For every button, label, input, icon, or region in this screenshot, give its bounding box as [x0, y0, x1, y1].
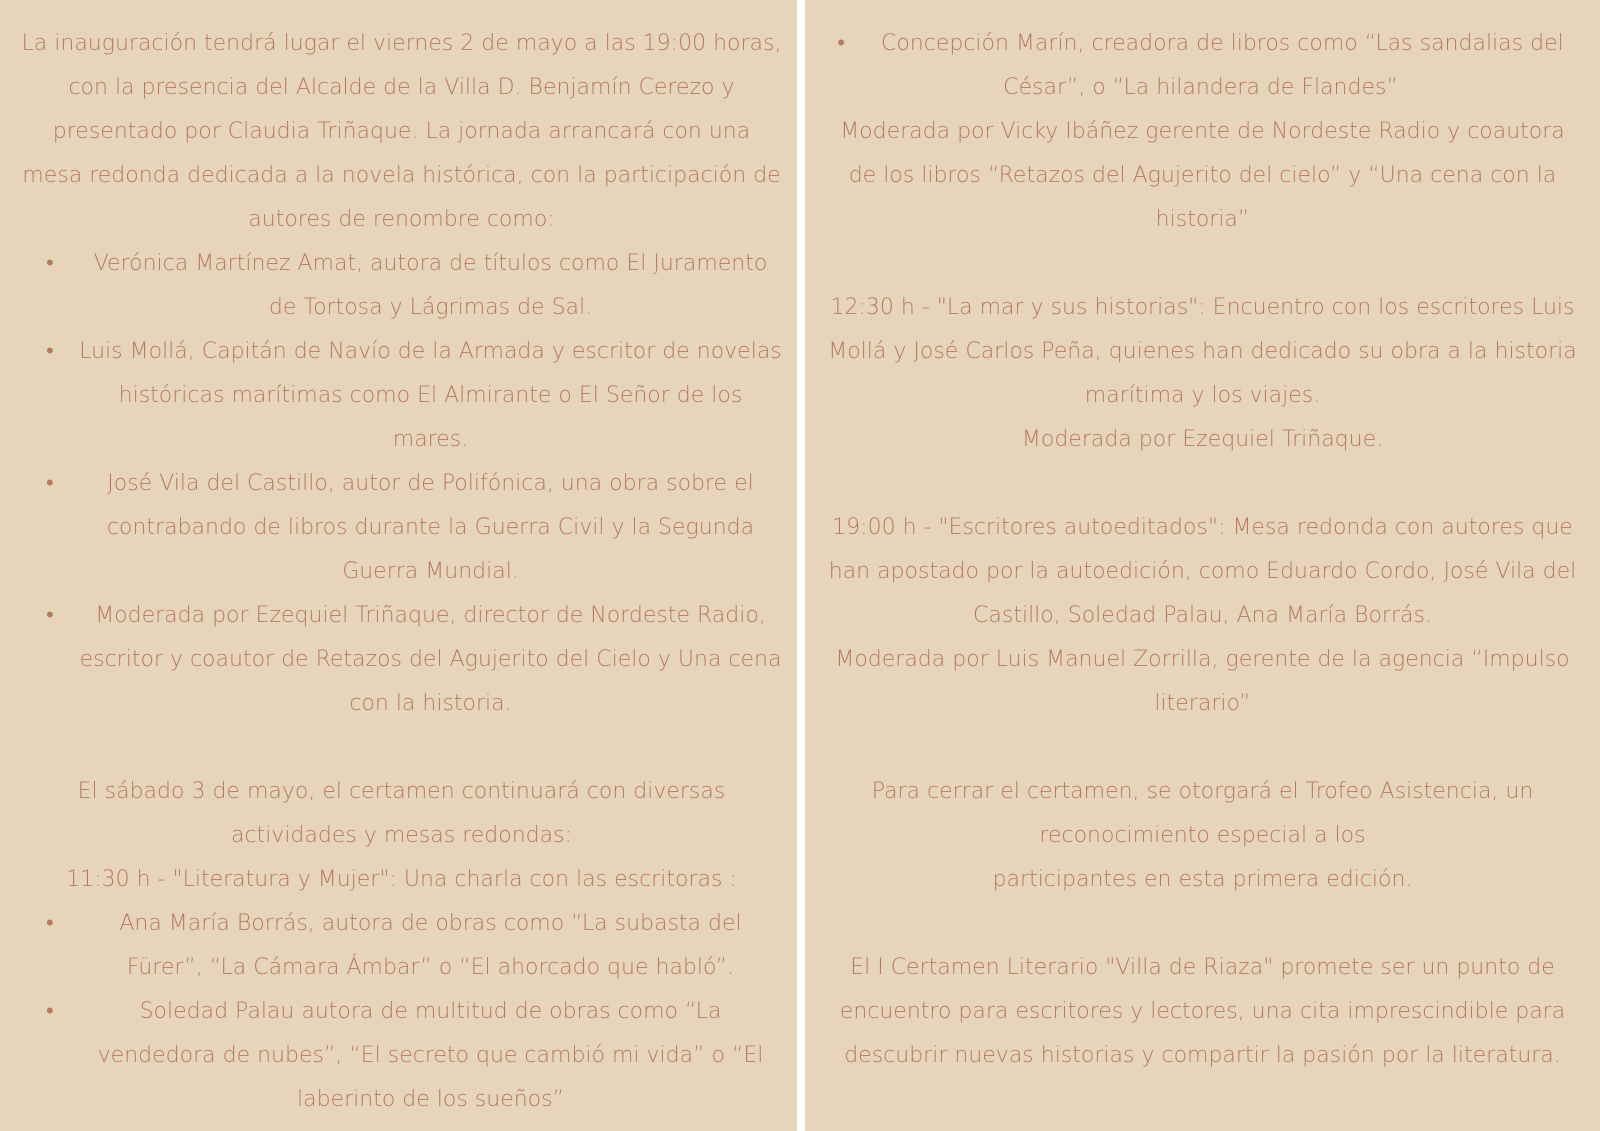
spacer — [823, 902, 1582, 946]
moderator-1230: Moderada por Ezequiel Triñaque. — [1021, 427, 1384, 452]
spacer — [20, 726, 783, 770]
author-item: • Verónica Martínez Amat, autora de títulos como El Juramento de Tortosa y Lágrimas de Sal. — [20, 242, 783, 330]
closing-line-2: participantes en esta primera edición. — [992, 867, 1413, 892]
session-1130-heading: 11:30 h - "Literatura y Mujer": Una charla con las escritoras : — [66, 867, 737, 892]
session-1230-paragraph: 12:30 h - "La mar y sus historias": Encuentro con los escritores Luis Mollá y José Carlos Peña, quienes han dedicado su obra a la historia marítima y los viajes. — [828, 295, 1577, 408]
inauguration-paragraph: La inauguración tendrá lugar el viernes 2 de mayo a las 19:00 horas, con la presencia del Alcalde de la Villa D. Benjamín Cerezo y presentado por Claudia Triñaque. La jornada arrancará con una mesa redonda dedicada a la novela histórica, con la participación de autores de renombre como: — [21, 31, 782, 232]
moderator-1130: Moderada por Vicky Ibáñez gerente de Nordeste Radio y coautora de los libros “Retazos del Agujerito del cielo” y “Una cena con la historia” — [840, 119, 1565, 232]
women-authors-list — [20, 902, 783, 1122]
author-item: • José Vila del Castillo, autor de Polifónica, una obra sobre el contrabando de libros durante la Guerra Civil y la Segunda Guerra Mundial. — [20, 462, 783, 594]
right-panel — [805, 0, 1600, 1131]
author-item: • Luis Mollá, Capitán de Navío de la Armada y escritor de novelas históricas marítimas como El Almirante o El Señor de los mares. — [20, 330, 783, 462]
women-authors-list-continued — [823, 22, 1582, 110]
author-item: • Moderada por Ezequiel Triñaque, director de Nordeste Radio, escritor y coautor de Retazos del Agujerito del Cielo y Una cena con la historia. — [20, 594, 783, 726]
author-item: • Concepción Marín, creadora de libros como “Las sandalias del César”, o “La hilandera de Flandes” — [823, 22, 1582, 110]
author-item: • Ana María Borrás, autora de obras como “La subasta del Fürer”, “La Cámara Ámbar” o “El ahorcado que habló”. — [20, 902, 783, 990]
final-paragraph: El I Certamen Literario "Villa de Riaza" promete ser un punto de encuentro para escritores y lectores, una cita imprescindible para descubrir nuevas historias y compartir la pasión por la literatura. — [839, 955, 1566, 1068]
left-panel — [0, 0, 797, 1131]
historical-authors-list — [20, 242, 783, 726]
spacer — [823, 726, 1582, 770]
spacer — [823, 462, 1582, 506]
closing-line-1: Para cerrar el certamen, se otorgará el Trofeo Asistencia, un reconocimiento especial a los — [871, 779, 1534, 848]
session-1900-paragraph: 19:00 h - "Escritores autoeditados": Mesa redonda con autores que han apostado por la autoedición, como Eduardo Cordo, José Vila del Castillo, Soledad Palau, Ana María Borrás. — [828, 515, 1577, 628]
author-item: • Soledad Palau autora de multitud de obras como “La vendedora de nubes”, “El secreto que cambió mi vida” o “El laberinto de los sueños” — [20, 990, 783, 1122]
spacer — [823, 242, 1582, 286]
moderator-1900: Moderada por Luis Manuel Zorrilla, gerente de la agencia “Impulso literario” — [835, 647, 1570, 716]
saturday-intro-paragraph: El sábado 3 de mayo, el certamen continuará con diversas actividades y mesas redondas: — [77, 779, 726, 848]
